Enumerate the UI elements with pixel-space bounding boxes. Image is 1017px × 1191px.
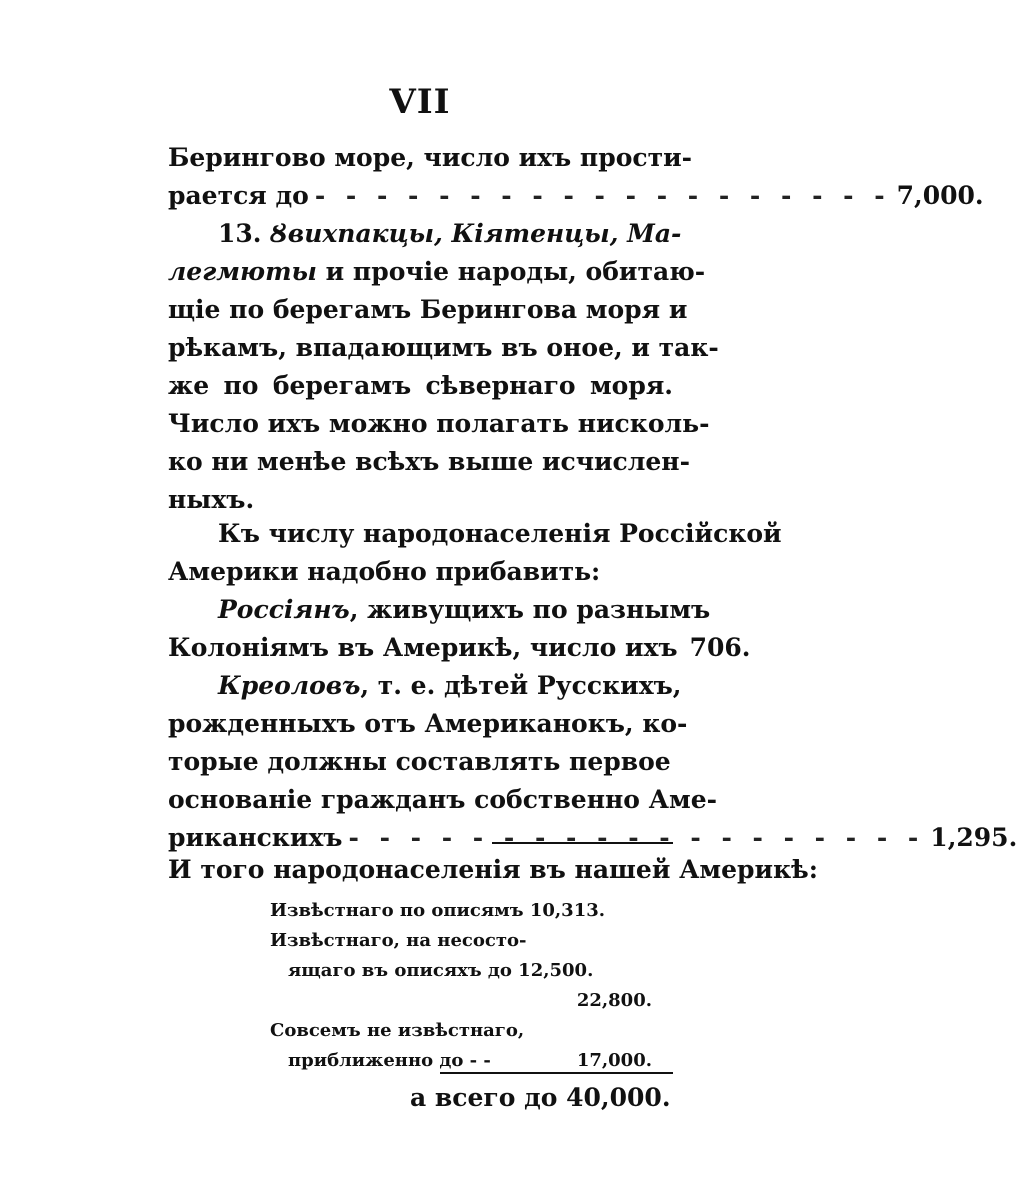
text-line-7: же по берегамъ сѣвернаго моря.	[168, 371, 673, 400]
page-number: VII	[389, 82, 451, 122]
term-kreoly: Креоловъ	[218, 671, 361, 700]
subtotal: 22,800.	[576, 990, 652, 1011]
term-rossiyane: Россіянъ	[218, 595, 350, 624]
text-line-14	[168, 628, 751, 668]
grand-total: а всего до 40,000.	[410, 1083, 671, 1112]
leader-dots: - - - - - - - - - - - - - - - - - - -	[314, 181, 891, 210]
summary-heading: И того народонаселенія въ нашей Америкѣ:	[168, 855, 818, 884]
text-line-14-label: Колоніямъ въ Америкѣ, число ихъ	[168, 633, 678, 662]
text-line-16: рожденныхъ отъ Американокъ, ко-	[168, 709, 688, 738]
count-creoles: 1,295.	[930, 823, 1017, 852]
summary-partly-known: Извѣстнаго, на несосто-	[270, 930, 527, 951]
summary-partly-known-cont: ящаго въ описяхъ до 12,500.	[288, 960, 594, 981]
count-unknown: 17,000.	[576, 1050, 652, 1071]
text-line-13	[218, 590, 711, 630]
tribe-name-malegmyuty: легмюты	[168, 257, 317, 286]
text-line-5: щіе по берегамъ Берингова моря и	[168, 295, 688, 324]
count-bering-sea: 7,000.	[896, 181, 984, 210]
sum-rule-2	[440, 1072, 673, 1074]
text-line-18: основаніе гражданъ собственно Аме-	[168, 785, 718, 814]
text-line-1: Берингово море, число ихъ прости-	[168, 143, 692, 172]
text-line-10: ныхъ.	[168, 485, 255, 514]
text-line-4	[168, 252, 706, 292]
sum-rule-1	[492, 842, 673, 844]
text-line-3	[218, 214, 682, 254]
text-line-17: торые должны составлять первое	[168, 747, 671, 776]
summary-approx: приближенно до - -	[288, 1050, 491, 1071]
text-line-12: Америки надобно прибавить:	[168, 557, 601, 586]
text-line-11: Къ числу народонаселенія Россійской	[218, 519, 782, 548]
text-line-19-label: риканскихъ	[168, 823, 343, 852]
text-line-4-rest: и прочіе народы, обитаю-	[316, 257, 706, 286]
text-line-2-label: рается до	[168, 181, 309, 210]
leader-dots-2: - - - - - - - - - - - - - - - - - - -	[348, 823, 925, 852]
text-line-6: рѣкамъ, впадающимъ въ оное, и так-	[168, 333, 719, 362]
text-line-13-rest: , живущихъ по разнымъ	[349, 595, 711, 624]
text-line-15	[218, 666, 682, 706]
text-line-8: Число ихъ можно полагать нисколь-	[168, 409, 710, 438]
text-line-9: ко ни менѣе всѣхъ выше исчислен-	[168, 447, 690, 476]
tribe-names: Ȣвихпакцы, Кіятенцы, Ма-	[270, 219, 682, 248]
item-number: 13.	[218, 219, 262, 248]
count-russians: 706.	[689, 633, 751, 662]
text-line-2	[168, 176, 984, 216]
summary-known: Извѣстнаго по описямъ 10,313.	[270, 900, 606, 921]
text-line-15-rest: , т. е. дѣтей Русскихъ,	[360, 671, 682, 700]
summary-unknown: Совсемъ не извѣстнаго,	[270, 1020, 525, 1041]
